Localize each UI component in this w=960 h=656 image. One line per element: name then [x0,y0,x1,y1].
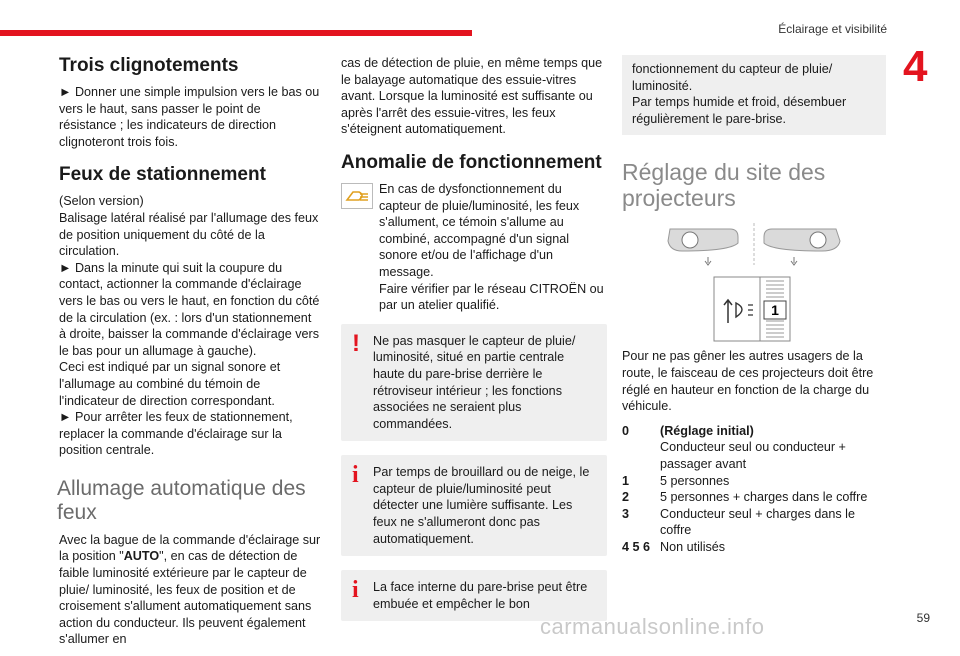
headlamp-fault-icon [341,183,373,209]
paragraph-trois-clignotements: ► Donner une simple impulsion vers le bas ou vers le haut, sans passer le point de résistance ; les indicateurs de direction clignoteront trois fois. [59,85,320,149]
info-text-fog: Par temps de brouillard ou de neige, le capteur de pluie/luminosité peut détecter une lumière suffisante. Les feux ne s'allumeront donc pas automatiquement. [373,465,590,546]
header-accent-bar [0,30,472,36]
headlamp-dial-illustration [622,221,886,343]
warning-note [341,324,607,442]
legend-text: Conducteur seul + charges dans le coffre [660,506,855,538]
legend-row [622,423,886,473]
watermark: carmanualsonline.info [540,614,765,639]
heading-trois-clignotements: Trois clignotements [59,55,239,76]
paragraph-continuation: cas de détection de pluie, en même temps que le balayage automatique des essuie-vitres avant. Lorsque la luminosité est suffisante ou après l'arrêt des essuie-vitres, les feux s'éteignent automatiquement. [341,56,603,137]
heading-allumage-automatique: Allumage automatique des feux [57,476,306,524]
info-i-icon: i [352,462,359,489]
legend-key: 4 5 6 [622,539,651,554]
legend-row [622,539,886,556]
legend-text: Conducteur seul ou conducteur + passager avant [660,440,846,471]
auto-label: AUTO [123,549,160,564]
legend-label: (Réglage initial) [660,423,754,438]
chapter-number: 4 [903,42,928,91]
legend-row [622,489,886,506]
dial-value: 1 [771,302,779,319]
load-setting-legend [622,423,886,556]
info-note-fog [341,455,607,556]
heading-reglage-projecteurs: Réglage du site des projecteurs [622,159,826,212]
paragraph-allumage-automatique: Avec la bague de la commande d'éclairage sur la position "AUTO", en cas de détection de faible luminosité extérieure par le capteur de pluie/ luminosité, les feux de position et de croisement s'allument automatiquement sans action du conducteur. Ils peuvent également s'allumer en [59,532,321,647]
legend-row [622,473,886,490]
column-1 [59,55,321,656]
legend-key: 0 [622,423,630,438]
section-title: Éclairage et visibilité [778,22,887,36]
paragraph-feux-stationnement: (Selon version) Balisage latéral réalisé par l'allumage des feux de position uniquement du côté de la circulation. ► Dans la minute qui suit la coupure du contact, actionner la commande d'éclairage vers le bas ou vers le haut, en fonction du côté de la circulation (ex. : lors d'un stationnement à droite, baisser la commande d'éclairage vers le bas pour un allumage à gauche). Ceci est indiqué par un signal sonore et l'allumage au combiné du témoin de l'indicateur de direction correspondant. ► Pour arrêter les feux de stationnement, replacer la commande d'éclairage sur la position centrale. [59,194,320,458]
exclamation-mark-icon: ! [352,329,360,357]
warning-text: Ne pas masquer le capteur de pluie/ luminosité, situé en partie centrale haute du pare-brise derrière le rétroviseur intérieur ; les fonctions associées ne seraient plus commandées. [373,333,576,431]
column-3 [622,55,886,556]
column-2 [341,55,607,635]
paragraph-reglage: Pour ne pas gêner les autres usagers de la route, le faisceau de ces projecteurs doit être réglé en hauteur en fonction de la charge du véhicule. [622,349,874,414]
info-i-icon: i [352,577,359,604]
legend-text: 5 personnes [660,473,730,488]
legend-text: Non utilisés [660,539,726,554]
paragraph-anomalie: En cas de dysfonctionnement du capteur de pluie/luminosité, les feux s'allument, ce témoin s'allume au combiné, accompagné d'un signal sonore et/ou de l'affichage d'un message. Faire vérifier par le réseau CITROËN ou par un atelier qualifié. [379,181,604,313]
info-text-windshield: La face interne du pare-brise peut être embuée et empêcher le bon [373,580,588,611]
headlamp-adjust-figure [622,221,886,336]
heading-anomalie: Anomalie de fonctionnement [341,151,602,173]
legend-row [622,506,886,539]
legend-key: 1 [622,473,630,488]
legend-key: 2 [622,490,630,505]
legend-text: 5 personnes + charges dans le coffre [660,490,868,505]
anomalie-block [341,181,607,314]
page-number: 59 [916,611,930,625]
heading-feux-stationnement: Feux de stationnement [59,164,266,186]
legend-key: 3 [622,506,630,521]
info-continuation: fonctionnement du capteur de pluie/ luminosité. Par temps humide et froid, désembuer régulièrement le pare-brise. [622,55,886,135]
